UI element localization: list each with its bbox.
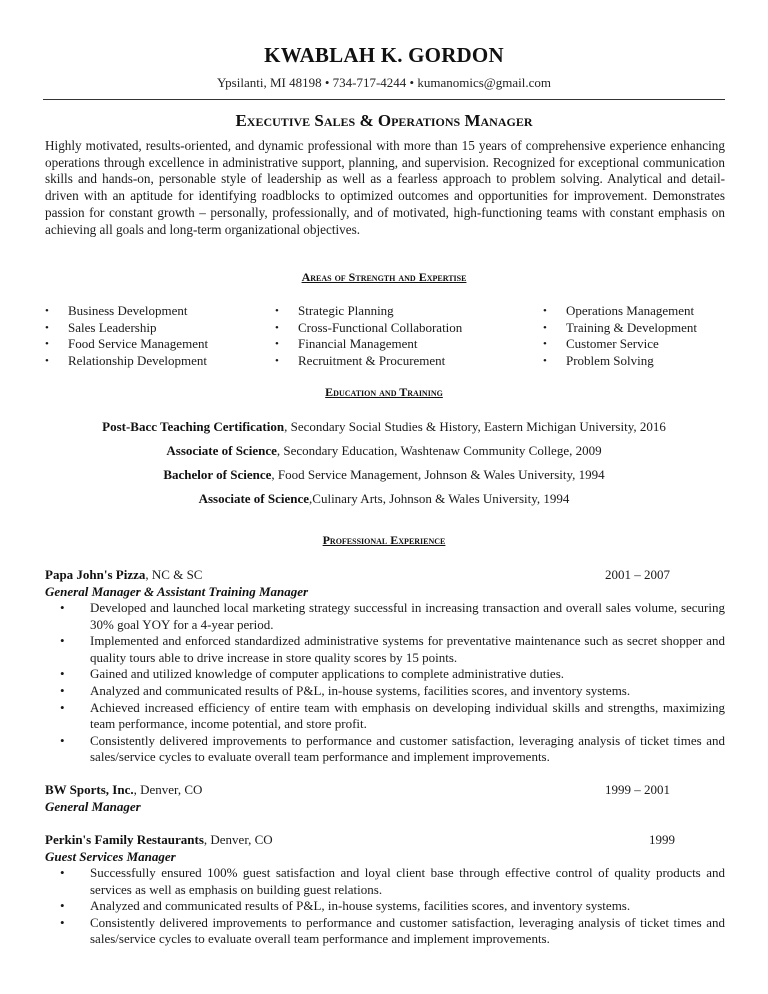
duty-item: • Consistently delivered improvements to performance and customer satisfaction, leveraging analysis of ticket times and sales/service cycles to evaluate overall team performance and implement improvements.: [60, 914, 725, 947]
job-title: Guest Services Manager: [45, 849, 176, 864]
education-entry: [0, 443, 768, 459]
job-location: , Denver, CO: [133, 782, 203, 797]
bullet-icon: •: [60, 633, 65, 649]
duty-item: • Gained and utilized knowledge of computer applications to complete administrative duties.: [60, 666, 565, 682]
header-divider: [43, 99, 725, 100]
bullet-icon: •: [60, 914, 65, 930]
bullet-icon: •: [60, 898, 65, 914]
skills-column-2: [275, 303, 462, 369]
degree-details: , Food Service Management, Johnson & Wales University, 1994: [271, 467, 605, 482]
bullet-icon: •: [543, 305, 547, 317]
job-header: [45, 567, 685, 583]
bullet-icon: •: [60, 732, 65, 748]
job-dates: 1999 – 2001: [605, 782, 670, 797]
skill-item: • Sales Leadership: [45, 319, 157, 335]
education-entry: [0, 491, 768, 507]
duty-item: • Analyzed and communicated results of P&L, in-house systems, facilities scores, and inventory systems.: [60, 682, 631, 698]
degree-name: Associate of Science: [166, 443, 277, 458]
bullet-icon: •: [60, 666, 65, 682]
job-duties-list: [60, 600, 725, 766]
bullet-icon: •: [543, 321, 547, 334]
job-title: General Manager & Assistant Training Manager: [45, 584, 309, 599]
duty-item: • Successfully ensured 100% guest satisfaction and loyal client base through effective control of quality products and services as well as emphasis on building guest relations.: [60, 865, 725, 897]
skill-item: • Financial Management: [275, 336, 418, 352]
bullet-icon: •: [60, 682, 65, 698]
bullet-icon: •: [45, 354, 49, 367]
experience-section-title: Professional Experience: [322, 533, 446, 547]
degree-details: ,Culinary Arts, Johnson & Wales University, 1994: [309, 491, 570, 506]
job-title: General Manager: [45, 799, 141, 814]
bullet-icon: •: [275, 354, 279, 367]
bullet-icon: •: [275, 338, 279, 351]
degree-details: , Secondary Social Studies & History, Eastern Michigan University, 2016: [284, 419, 666, 434]
bullet-icon: •: [60, 699, 65, 715]
bullet-icon: •: [45, 321, 49, 334]
candidate-name: KWABLAH K. GORDON: [264, 43, 504, 67]
skills-grid: [45, 303, 735, 371]
skill-item: • Business Development: [45, 303, 188, 318]
skill-item: • Food Service Management: [45, 336, 209, 352]
bullet-icon: •: [60, 600, 65, 615]
bullet-icon: •: [543, 338, 547, 351]
duty-item: • Analyzed and communicated results of P&L, in-house systems, facilities scores, and inventory systems.: [60, 898, 631, 914]
job-location: , Denver, CO: [203, 832, 273, 847]
bullet-icon: •: [275, 305, 279, 317]
duty-item: • Developed and launched local marketing strategy successful in increasing transaction and overall sales volume, securing 30% goal YOY for a 4-year period.: [60, 600, 725, 632]
education-entry: [0, 467, 768, 483]
contact-info: Ypsilanti, MI 48198 • 734-717-4244 • kumanomics@gmail.com: [216, 75, 551, 90]
bullet-icon: •: [60, 865, 65, 880]
degree-name: Associate of Science: [198, 491, 310, 506]
job-header: [45, 782, 685, 798]
degree-name: Bachelor of Science: [163, 467, 272, 482]
skill-item: • Recruitment & Procurement: [275, 352, 446, 368]
professional-headline: Executive Sales & Operations Manager: [235, 111, 533, 130]
company-name: Papa John's Pizza: [45, 567, 146, 582]
bullet-icon: •: [45, 338, 49, 351]
degree-details: , Secondary Education, Washtenaw Community College, 2009: [276, 443, 602, 458]
degree-name: Post-Bacc Teaching Certification: [102, 419, 285, 434]
job-dates: 1999: [649, 832, 675, 847]
company-name: Perkin's Family Restaurants: [45, 832, 204, 847]
duty-item: • Implemented and enforced standardized administrative systems for preventative maintenance such as secret shopper and quality tours able to drive increase in store quality scores by 15 points.: [60, 633, 725, 665]
duty-item: • Achieved increased efficiency of entire team with emphasis on developing individual skills and strengths, maximizing team performance, income potential, and store profit.: [60, 699, 725, 732]
job-dates: 2001 – 2007: [605, 567, 670, 582]
company-name: BW Sports, Inc.: [45, 782, 134, 797]
skill-item: • Strategic Planning: [275, 303, 394, 318]
education-section-title: Education and Training: [325, 385, 443, 399]
skill-item: • Cross-Functional Collaboration: [275, 319, 463, 335]
job-header: [45, 832, 685, 848]
skills-column-3: [543, 303, 697, 369]
summary-paragraph: Highly motivated, results-oriented, and dynamic professional with more than 15 years of comprehensive experience enhancing operations through excellence in administrative support, planning, and supervision. Recognized for exceptional communication skills and hands-on, personable style of leadership as well as a fearless approach to problem solving. Analytical and detail-driven with an aptitude for identifying roadblocks to optimized outcomes and opportunities for improvement. Demonstrates passion for constant growth – personally, professionally, and of motivated, high-functioning teams with constant emphasis on achieving all goals and long-term organizational objectives.: [45, 138, 725, 237]
skill-item: • Operations Management: [543, 303, 695, 318]
education-entry: [0, 419, 768, 435]
skill-item: • Relationship Development: [45, 352, 208, 368]
bullet-icon: •: [45, 305, 49, 317]
skill-item: • Training & Development: [543, 319, 697, 335]
skill-item: • Problem Solving: [543, 352, 654, 368]
job-duties-list: [60, 865, 725, 948]
bullet-icon: •: [543, 354, 547, 367]
bullet-icon: •: [275, 321, 279, 334]
duty-item: • Consistently delivered improvements to performance and customer satisfaction, leveraging analysis of ticket times and sales/service cycles to evaluate overall team performance and implement improvements.: [60, 732, 725, 765]
skills-section-title: Areas of Strength and Expertise: [301, 270, 467, 284]
skills-column-1: [45, 303, 208, 369]
job-location: , NC & SC: [145, 567, 203, 582]
skill-item: • Customer Service: [543, 336, 659, 352]
